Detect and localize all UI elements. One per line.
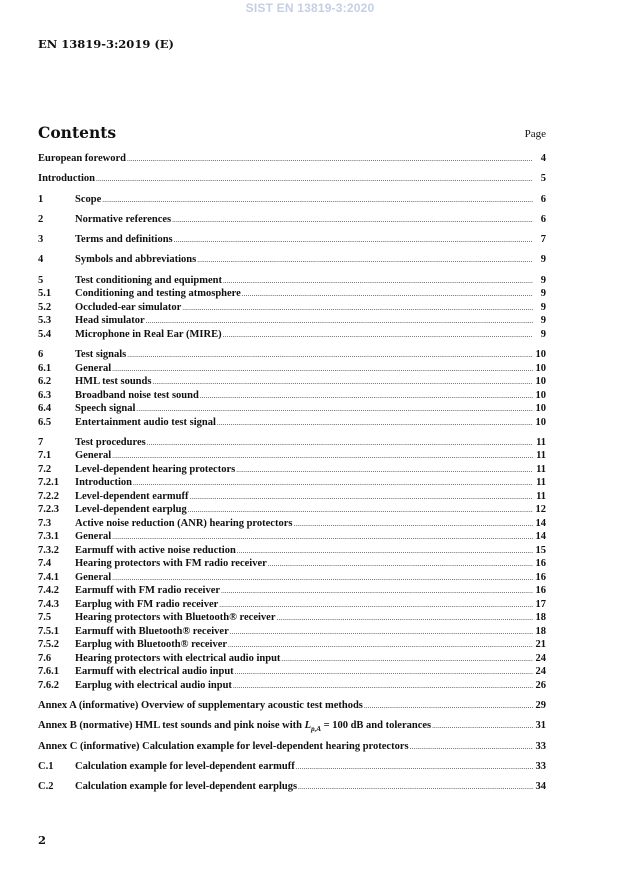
toc-entry-title: Speech signal <box>75 403 136 415</box>
toc-entry-number: 5.1 <box>38 288 52 300</box>
leader-dots <box>236 463 533 478</box>
leader-dots <box>189 490 533 505</box>
leader-dots <box>296 760 533 775</box>
toc-entry-introduction[interactable] <box>38 172 546 186</box>
toc-entry-number: 7.3.1 <box>38 531 59 543</box>
toc-entry-page: 31 <box>535 720 546 732</box>
toc-entry-7-6-2[interactable] <box>38 679 546 693</box>
toc-entry-number: 7.6.1 <box>38 666 59 678</box>
toc-entry-title: Microphone in Real Ear (MIRE) <box>75 328 222 340</box>
toc-entry-number: C.1 <box>38 761 54 773</box>
toc-entry-page: 9 <box>540 328 546 340</box>
toc-entry-number: 7.5.2 <box>38 639 59 651</box>
leader-dots <box>127 152 533 167</box>
toc-entry-page: 16 <box>535 558 546 570</box>
toc-entry-3[interactable] <box>38 233 546 247</box>
toc-entry-5-2[interactable] <box>38 301 546 315</box>
toc-entry-number: 5.4 <box>38 328 52 340</box>
toc-entry-page: 21 <box>535 639 546 651</box>
leader-dots <box>112 530 533 545</box>
toc-entry-title: Normative references <box>75 213 172 225</box>
leader-dots <box>230 625 533 640</box>
leader-dots <box>219 598 533 613</box>
toc-entry-title: Level-dependent earmuff <box>75 490 189 502</box>
toc-entry-european-foreword[interactable] <box>38 152 546 166</box>
leader-dots <box>112 449 533 464</box>
leader-dots <box>146 314 533 329</box>
toc-entry-title: Annex C (informative) Calculation example for level-dependent hearing protectors <box>38 740 409 752</box>
toc-entry-7-3[interactable] <box>38 517 546 531</box>
toc-entry-title: Scope <box>75 193 102 205</box>
toc-entry-title: Introduction <box>75 477 132 489</box>
toc-entry-5[interactable] <box>38 274 546 288</box>
toc-entry-number: 7.6 <box>38 652 52 664</box>
toc-entry-page: 15 <box>535 544 546 556</box>
page-number: 2 <box>38 833 47 847</box>
leader-dots <box>152 375 533 390</box>
page-column-label: Page <box>524 128 546 140</box>
toc-entry-title: Earplug with FM radio receiver <box>75 598 219 610</box>
leader-dots <box>102 193 533 208</box>
toc-entry-title: Annex A (informative) Overview of supplementary acoustic test methods <box>38 700 363 712</box>
toc-entry-page: 6 <box>540 193 546 205</box>
toc-entry-page: 14 <box>535 531 546 543</box>
toc-entry-7[interactable] <box>38 436 546 450</box>
toc-entry-number: 7.5 <box>38 612 52 624</box>
toc-entry-4[interactable] <box>38 253 546 267</box>
leader-dots <box>197 253 533 268</box>
toc-entry-7-5[interactable] <box>38 611 546 625</box>
leader-dots <box>174 233 533 248</box>
toc-entry-number: 7.3 <box>38 517 52 529</box>
toc-entry-number: 6.5 <box>38 416 52 428</box>
toc-entry-title: Test procedures <box>75 436 146 448</box>
toc-entry-7-2-2[interactable] <box>38 490 546 504</box>
toc-entry-7-4-2[interactable] <box>38 584 546 598</box>
leader-dots <box>298 780 533 795</box>
toc-entry-annex-b[interactable] <box>38 719 546 733</box>
toc-entry-page: 11 <box>536 477 546 489</box>
toc-entry-title <box>38 719 431 737</box>
annex-b-title-start: Annex B (normative) HML test sounds and pink noise with <box>38 720 305 732</box>
toc-entry-title: Introduction <box>38 173 95 185</box>
toc-entry-number: 4 <box>38 254 44 266</box>
leader-dots <box>268 557 533 572</box>
toc-entry-number: 7.2.1 <box>38 477 59 489</box>
toc-entry-page: 9 <box>540 274 546 286</box>
toc-entry-page: 10 <box>535 362 546 374</box>
toc-entry-page: 34 <box>535 781 546 793</box>
toc-entry-title: Test conditioning and equipment <box>75 274 222 286</box>
document-id: EN 13819-3:2019 (E) <box>38 37 174 51</box>
leader-dots <box>96 172 533 187</box>
toc-entry-2[interactable] <box>38 213 546 227</box>
toc-entry-page: 12 <box>535 504 546 516</box>
toc-entry-title: Hearing protectors with FM radio receiver <box>75 558 267 570</box>
toc-entry-6[interactable] <box>38 348 546 362</box>
leader-dots <box>410 740 533 755</box>
toc-entry-number: 6.2 <box>38 376 52 388</box>
toc-entry-page: 11 <box>536 436 546 448</box>
leader-dots <box>127 348 533 363</box>
toc-entry-7-2-3[interactable] <box>38 503 546 517</box>
toc-entry-title: General <box>75 571 112 583</box>
toc-entry-7-3-1[interactable] <box>38 530 546 544</box>
toc-entry-7-4-3[interactable] <box>38 598 546 612</box>
toc-entry-6-4[interactable] <box>38 402 546 416</box>
leader-dots <box>277 611 534 626</box>
leader-dots <box>235 665 533 680</box>
toc-entry-page: 33 <box>535 740 546 752</box>
toc-entry-page: 7 <box>540 234 546 246</box>
toc-entry-7-1[interactable] <box>38 449 546 463</box>
toc-entry-title: Active noise reduction (ANR) hearing protectors <box>75 517 293 529</box>
leader-dots <box>223 274 533 289</box>
toc-entry-annex-a[interactable] <box>38 699 546 713</box>
leader-dots <box>217 416 533 431</box>
toc-entry-number: 6.1 <box>38 362 52 374</box>
watermark: SIST EN 13819-3:2020 <box>245 1 375 15</box>
toc-entry-page: 10 <box>535 416 546 428</box>
toc-entry-page: 9 <box>540 301 546 313</box>
toc-entry-number: 5 <box>38 274 44 286</box>
toc-entry-page: 9 <box>540 254 546 266</box>
toc-entry-7-6[interactable] <box>38 652 546 666</box>
toc-entry-title: Earmuff with electrical audio input <box>75 666 234 678</box>
leader-dots <box>233 679 533 694</box>
leader-dots <box>112 362 533 377</box>
toc-entry-number: 7.4 <box>38 558 52 570</box>
toc-entry-number: 3 <box>38 234 44 246</box>
toc-entry-title: General <box>75 531 112 543</box>
toc-entry-7-3-2[interactable] <box>38 544 546 558</box>
toc-entry-number: 7.2.2 <box>38 490 59 502</box>
toc-entry-page: 11 <box>536 490 546 502</box>
toc-entry-annex-c[interactable] <box>38 740 546 754</box>
toc-entry-title: European foreword <box>38 153 126 164</box>
toc-entry-title: Level-dependent hearing protectors <box>75 463 236 475</box>
toc-entry-number: 7.2 <box>38 463 52 475</box>
toc-entry-6-1[interactable] <box>38 362 546 376</box>
toc-entry-title: General <box>75 362 112 374</box>
toc-entry-number: 1 <box>38 193 44 205</box>
leader-dots <box>172 213 533 228</box>
toc-entry-5-4[interactable] <box>38 328 546 342</box>
leader-dots <box>237 544 533 559</box>
toc-entry-title: Test signals <box>75 349 127 361</box>
toc-entry-number: 7.4.2 <box>38 585 59 597</box>
toc-entry-7-5-2[interactable] <box>38 638 546 652</box>
toc-entry-number: C.2 <box>38 781 54 793</box>
toc-entry-page: 16 <box>535 571 546 583</box>
toc-entry-title: Entertainment audio test signal <box>75 416 216 428</box>
toc-entry-1[interactable] <box>38 193 546 207</box>
leader-dots <box>221 584 533 599</box>
toc-entry-title: Conditioning and testing atmosphere <box>75 288 241 300</box>
leader-dots <box>133 476 533 491</box>
toc-entry-c-2[interactable] <box>38 780 546 794</box>
toc-entry-7-4-1[interactable] <box>38 571 546 585</box>
toc-entry-page: 9 <box>540 315 546 327</box>
leader-dots <box>200 389 533 404</box>
toc-entry-page: 10 <box>535 389 546 401</box>
toc-entry-title: Broadband noise test sound <box>75 389 199 401</box>
toc-entry-page: 11 <box>536 450 546 462</box>
toc-entry-page: 17 <box>535 598 546 610</box>
toc-entry-7-5-1[interactable] <box>38 625 546 639</box>
leader-dots <box>242 287 533 302</box>
leader-dots <box>147 436 533 451</box>
toc-entry-number: 7.3.2 <box>38 544 59 556</box>
leader-dots <box>364 699 533 714</box>
toc-entry-page: 16 <box>535 585 546 597</box>
toc-entry-title: Calculation example for level-dependent earmuff <box>75 761 295 773</box>
toc-entry-page: 10 <box>535 376 546 388</box>
toc-entry-title: Symbols and abbreviations <box>75 254 197 266</box>
toc-entry-number: 7 <box>38 436 44 448</box>
toc-entry-page: 24 <box>535 652 546 664</box>
annex-b-title-end: = 100 dB and tolerances <box>320 720 432 732</box>
level-symbol-subscript: p,A <box>311 725 321 734</box>
leader-dots <box>293 517 533 532</box>
toc-entry-title: Occluded-ear simulator <box>75 301 182 313</box>
toc-entry-5-1[interactable] <box>38 287 546 301</box>
toc-entry-page: 9 <box>540 288 546 300</box>
leader-dots <box>188 503 533 518</box>
level-symbol: L <box>304 720 312 732</box>
toc-entry-title: Earmuff with active noise reduction <box>75 544 236 556</box>
leader-dots <box>432 719 533 734</box>
contents-title: Contents <box>38 123 117 142</box>
toc-entry-6-5[interactable] <box>38 416 546 430</box>
toc-entry-number: 7.2.3 <box>38 504 59 516</box>
toc-entry-page: 33 <box>535 761 546 773</box>
toc-entry-title: Terms and definitions <box>75 234 173 246</box>
toc-entry-number: 7.4.1 <box>38 571 59 583</box>
toc-entry-title: Level-dependent earplug <box>75 504 187 516</box>
toc-entry-page: 4 <box>540 153 546 164</box>
toc-entry-title: Earplug with Bluetooth® receiver <box>75 639 228 651</box>
toc-entry-6-2[interactable] <box>38 375 546 389</box>
toc-entry-number: 6 <box>38 349 44 361</box>
leader-dots <box>223 328 533 343</box>
toc-entry-title: Hearing protectors with electrical audio input <box>75 652 281 664</box>
toc-entry-7-2[interactable] <box>38 463 546 477</box>
toc-entry-title: Earmuff with Bluetooth® receiver <box>75 625 229 637</box>
toc-entry-title: General <box>75 450 112 462</box>
toc-entry-page: 14 <box>535 517 546 529</box>
toc-entry-page: 6 <box>540 213 546 225</box>
toc-entry-6-3[interactable] <box>38 389 546 403</box>
toc-entry-number: 7.6.2 <box>38 679 59 691</box>
toc-entry-c-1[interactable] <box>38 760 546 774</box>
toc-entry-title: Earmuff with FM radio receiver <box>75 585 221 597</box>
toc-entry-number: 6.4 <box>38 403 52 415</box>
toc-entry-number: 2 <box>38 213 44 225</box>
toc-entry-7-2-1[interactable] <box>38 476 546 490</box>
toc-entry-number: 7.5.1 <box>38 625 59 637</box>
toc-entry-5-3[interactable] <box>38 314 546 328</box>
toc-entry-page: 10 <box>535 349 546 361</box>
toc-entry-7-4[interactable] <box>38 557 546 571</box>
toc-entry-page: 26 <box>535 679 546 691</box>
toc-entry-page: 24 <box>535 666 546 678</box>
toc-entry-number: 7.1 <box>38 450 52 462</box>
table-of-contents <box>38 152 546 794</box>
toc-entry-number: 6.3 <box>38 389 52 401</box>
toc-entry-page: 18 <box>535 625 546 637</box>
toc-entry-page: 18 <box>535 612 546 624</box>
toc-entry-title: Earplug with electrical audio input <box>75 679 232 691</box>
toc-entry-number: 7.4.3 <box>38 598 59 610</box>
toc-entry-page: 10 <box>535 403 546 415</box>
toc-entry-number: 5.2 <box>38 301 52 313</box>
toc-entry-page: 5 <box>540 173 546 185</box>
toc-entry-title: HML test sounds <box>75 376 152 388</box>
toc-entry-title: Head simulator <box>75 315 145 327</box>
toc-entry-title: Hearing protectors with Bluetooth® receiver <box>75 612 276 624</box>
toc-entry-page: 29 <box>535 700 546 712</box>
toc-entry-number: 5.3 <box>38 315 52 327</box>
leader-dots <box>182 301 533 316</box>
leader-dots <box>281 652 533 667</box>
toc-entry-title: Calculation example for level-dependent earplugs <box>75 781 298 793</box>
toc-entry-7-6-1[interactable] <box>38 665 546 679</box>
leader-dots <box>136 402 533 417</box>
toc-entry-page: 11 <box>536 463 546 475</box>
leader-dots <box>228 638 533 653</box>
leader-dots <box>112 571 533 586</box>
